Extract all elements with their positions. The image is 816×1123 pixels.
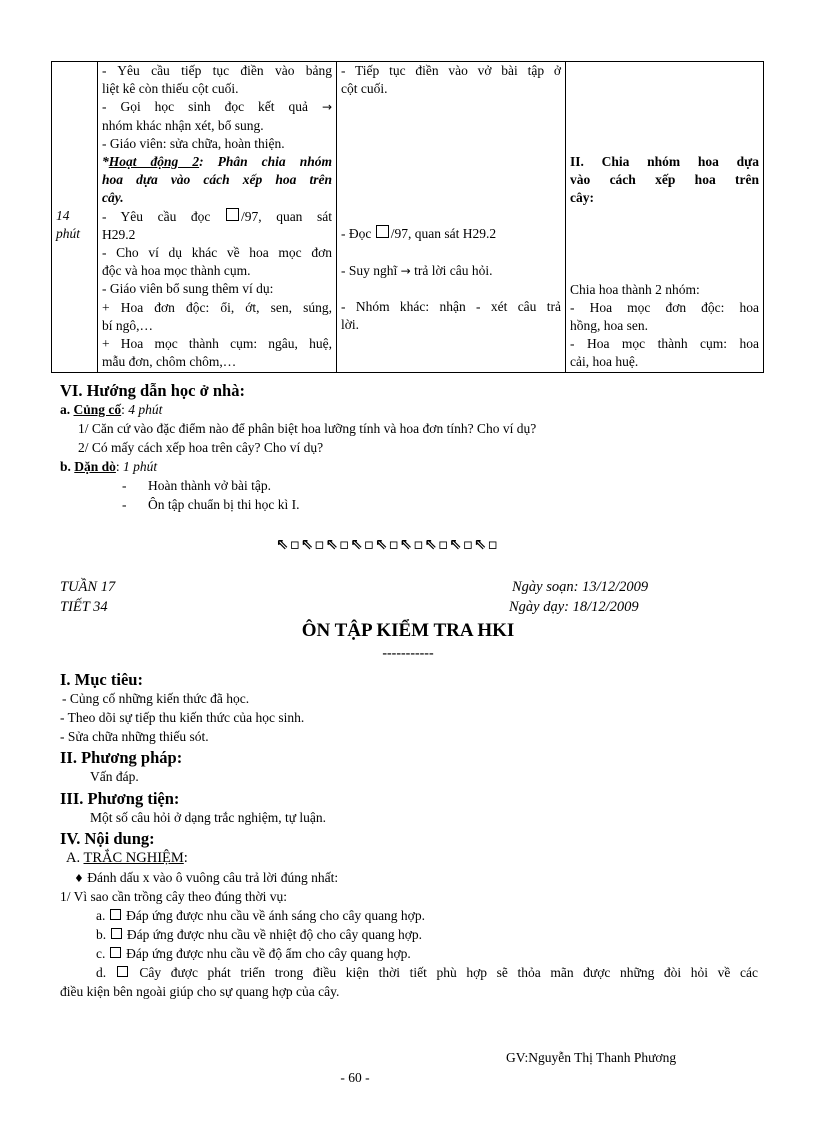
objective-item: - Theo dõi sự tiếp thu kiến thức của học sinh.: [60, 710, 305, 725]
arrow-right-icon: →: [321, 100, 333, 115]
objective-item: - Củng cố những kiến thức đã học.: [62, 691, 250, 706]
question-text: 1/ Vì sao cần trồng cây theo đúng thời vụ:: [60, 889, 287, 904]
multiple-choice-label: TRẮC NGHIỆM: [83, 850, 184, 866]
time-value: 14: [56, 208, 70, 223]
student-line: lời.: [341, 317, 360, 333]
student-line: - Nhóm khác: nhận - xét câu trả: [341, 298, 561, 314]
arrow-right-icon: →: [400, 263, 411, 278]
teach-date: Ngày dạy: 18/12/2009: [509, 599, 639, 615]
section-title-means: III. Phương tiện:: [60, 789, 180, 808]
objective-item: - Sửa chữa những thiếu sót.: [60, 729, 209, 744]
lesson-table: [51, 61, 764, 373]
homework-time: 1 phút: [123, 459, 158, 474]
teacher-line: nhóm khác nhận xét, bổ sung.: [102, 117, 264, 133]
homework-item: - Hoàn thành vở bài tập.: [122, 478, 271, 493]
week-label: TUẦN 17: [60, 579, 116, 595]
activity-heading-end: cây.: [102, 190, 124, 206]
diamond-icon: ♦: [74, 872, 84, 885]
time-unit: phút: [56, 226, 81, 242]
teacher-line: - Yêu cầu tiếp tục điền vào bảng: [102, 63, 332, 78]
student-line: - Đọc /97, quan sát H29.2: [341, 226, 497, 242]
teacher-line: - Gọi học sinh đọc kết quả →: [102, 99, 333, 115]
notes-line: hồng, hoa sen.: [570, 318, 648, 334]
book-square-icon: [376, 225, 389, 238]
teacher-line: - Yêu cầu đọc /97, quan sát: [102, 208, 332, 224]
notes-line: - Hoa mọc thành cụm: hoa: [570, 336, 759, 352]
teacher-line: + Hoa đơn độc: ổi, ớt, sen, súng,: [102, 299, 332, 315]
teacher-line: bí ngô,…: [102, 317, 154, 333]
teacher-line: + Hoa mọc thành cụm: ngâu, huệ,: [102, 336, 332, 352]
teacher-line: mẫu đơn, chôm chôm,…: [102, 354, 237, 370]
teacher-line: độc và hoa mọc thành cụm.: [102, 263, 251, 279]
teacher-signature: GV:Nguyễn Thị Thanh Phương: [506, 1050, 677, 1065]
answer-option-c: c. Đáp ứng được nhu cầu về độ ẩm cho cây quang hợp.: [96, 946, 411, 961]
teacher-line: H29.2: [102, 226, 136, 242]
notes-cell: [566, 62, 764, 373]
activity-heading: *Hoạt động 2: Phân chia nhóm: [102, 154, 332, 170]
book-square-icon: [226, 208, 239, 221]
answer-option-d-cont: điều kiện bên ngoài giúp cho sự quang hợp của cây.: [60, 984, 340, 999]
means-text: Một số câu hỏi ở dạng trắc nghiệm, tự luận.: [90, 810, 327, 825]
teacher-activity-cell: [98, 62, 337, 373]
notes-line: Chia hoa thành 2 nhóm:: [570, 281, 700, 297]
answer-option-a: a. Đáp ứng được nhu cầu về ánh sáng cho cây quang hợp.: [96, 908, 425, 923]
section-title-homework: VI. Hướng dẫn học ở nhà:: [60, 381, 245, 400]
student-line: cột cuối.: [341, 81, 388, 97]
homework-line: b. Dặn dò: 1 phút: [60, 459, 158, 474]
period-label: TIẾT 34: [60, 599, 108, 615]
checkbox-c[interactable]: [110, 947, 121, 958]
answer-option-b: b. Đáp ứng được nhu cầu về nhiệt độ cho cây quang hợp.: [96, 927, 422, 942]
section-title-objectives: I. Mục tiêu:: [60, 670, 143, 689]
consolidation-line: a. Củng cố: 4 phút: [60, 402, 163, 417]
student-activity-cell: [337, 62, 566, 373]
student-line: - Suy nghĩ → trả lời câu hỏi.: [341, 262, 493, 278]
question-2: 2/ Có mấy cách xếp hoa trên cây? Cho ví dụ?: [78, 440, 324, 455]
checkbox-d[interactable]: [117, 966, 128, 977]
checkbox-a[interactable]: [110, 909, 121, 920]
prep-date: Ngày soạn: 13/12/2009: [512, 579, 649, 595]
homework-label: Dặn dò: [74, 459, 116, 474]
consolidation-time: 4 phút: [128, 402, 163, 417]
teacher-line: - Cho ví dụ khác về hoa mọc đơn: [102, 245, 332, 261]
answer-option-d: d. Cây được phát triển trong điều kiện thời tiết phù hợp sẽ thỏa mãn được những đòi hỏi về các: [96, 965, 759, 980]
homework-item: - Ôn tập chuẩn bị thi học kì I.: [122, 497, 300, 512]
table-row: [52, 62, 764, 373]
page-title: ÔN TẬP KIỂM TRA HKI: [301, 620, 515, 641]
page-number: - 60 -: [340, 1070, 370, 1085]
section-title-method: II. Phương pháp:: [60, 748, 183, 767]
notes-line: - Hoa mọc đơn độc: hoa: [570, 299, 759, 315]
consolidation-label: Củng cố: [73, 402, 122, 417]
teacher-line: - Giáo viên: sửa chữa, hoàn thiện.: [102, 135, 285, 151]
notes-heading: cây:: [570, 190, 594, 206]
multiple-choice-heading: A. TRẮC NGHIỆM:: [66, 850, 188, 866]
method-text: Vấn đáp.: [90, 769, 139, 784]
checkbox-b[interactable]: [111, 928, 122, 939]
notes-heading: II. Chia nhóm hoa dựa: [570, 154, 759, 169]
student-line: - Tiếp tục điền vào vở bài tập ở: [341, 63, 561, 78]
instruction-line: ♦ Đánh dấu x vào ô vuông câu trả lời đúng nhất:: [74, 870, 339, 885]
title-rule: -----------: [382, 646, 434, 661]
teacher-line: - Giáo viên bổ sung thêm ví dụ:: [102, 281, 274, 297]
section-title-content: IV. Nội dung:: [60, 829, 155, 848]
notes-line: cải, hoa huệ.: [570, 354, 639, 370]
notes-heading: vào cách xếp hoa trên: [570, 172, 759, 188]
question-1: 1/ Căn cứ vào đặc điểm nào để phân biệt hoa lưỡng tính và hoa đơn tính? Cho ví dụ?: [78, 421, 537, 436]
teacher-line: liệt kê còn thiếu cột cuối.: [102, 81, 239, 97]
activity-heading-cont: hoa dựa vào cách xếp hoa trên: [102, 172, 332, 188]
time-cell: [52, 62, 98, 373]
ornament-divider: ⇖▫⇖▫⇖▫⇖▫⇖▫⇖▫⇖▫⇖▫⇖▫: [276, 535, 499, 553]
